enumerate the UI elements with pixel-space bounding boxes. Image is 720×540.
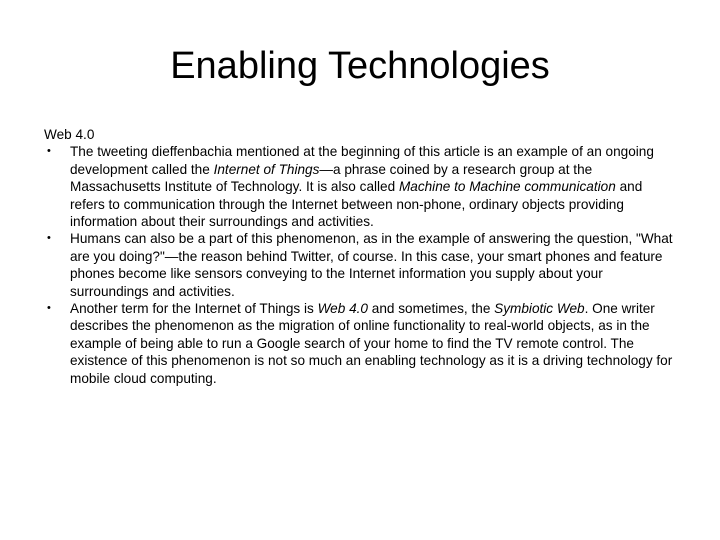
italic-term: Symbiotic Web xyxy=(494,301,585,317)
bullet-text xyxy=(70,143,680,230)
text-run: —a phrase coined by a research group at the Massachusetts Institute of Technology. It is also called xyxy=(70,161,593,195)
bullet-marker: • xyxy=(47,302,51,315)
bullet-item xyxy=(44,230,680,300)
italic-term: Machine to Machine communication xyxy=(398,179,616,195)
italic-term: Web 4.0 xyxy=(317,301,368,317)
text-run: The tweeting dieffenbachia mentioned at the beginning of this article is an example of an ongoing development called the xyxy=(70,144,654,177)
bullet-item xyxy=(44,300,680,387)
text-run: Another term for the Internet of Things is xyxy=(70,301,318,317)
text-run: and refers to communication through the Internet between non-phone, ordinary objects providing information about their surroundings and activities. xyxy=(70,179,643,230)
bullet-text xyxy=(70,300,680,387)
bullet-marker: • xyxy=(47,232,51,245)
bullet-marker: • xyxy=(47,145,51,158)
text-run: Humans can also be a part of this phenomenon, as in the example of answering the question, "What are you doing?"—the reason behind Twitter, of course. In this case, your smart phones and feature phones become like sensors conveying to the Internet information you supply about your surroundings and activities. xyxy=(70,231,673,299)
bullet-item xyxy=(44,143,680,230)
bullet-list xyxy=(44,143,680,387)
bullet-text xyxy=(70,230,680,300)
text-run: and sometimes, the xyxy=(367,301,495,317)
section-heading: Web 4.0 xyxy=(44,127,95,142)
slide-title: Enabling Technologies xyxy=(170,45,550,87)
italic-term: Internet of Things xyxy=(213,161,320,177)
text-run: . One writer describes the phenomenon as the migration of online functionality to real-world objects, as in the example of being able to run a Google search of your home to find the TV remote control. The existence of this phenomenon is not so much an enabling technology as it is a driving technology for mobile cloud computing. xyxy=(70,301,673,386)
slide-body xyxy=(44,126,680,387)
